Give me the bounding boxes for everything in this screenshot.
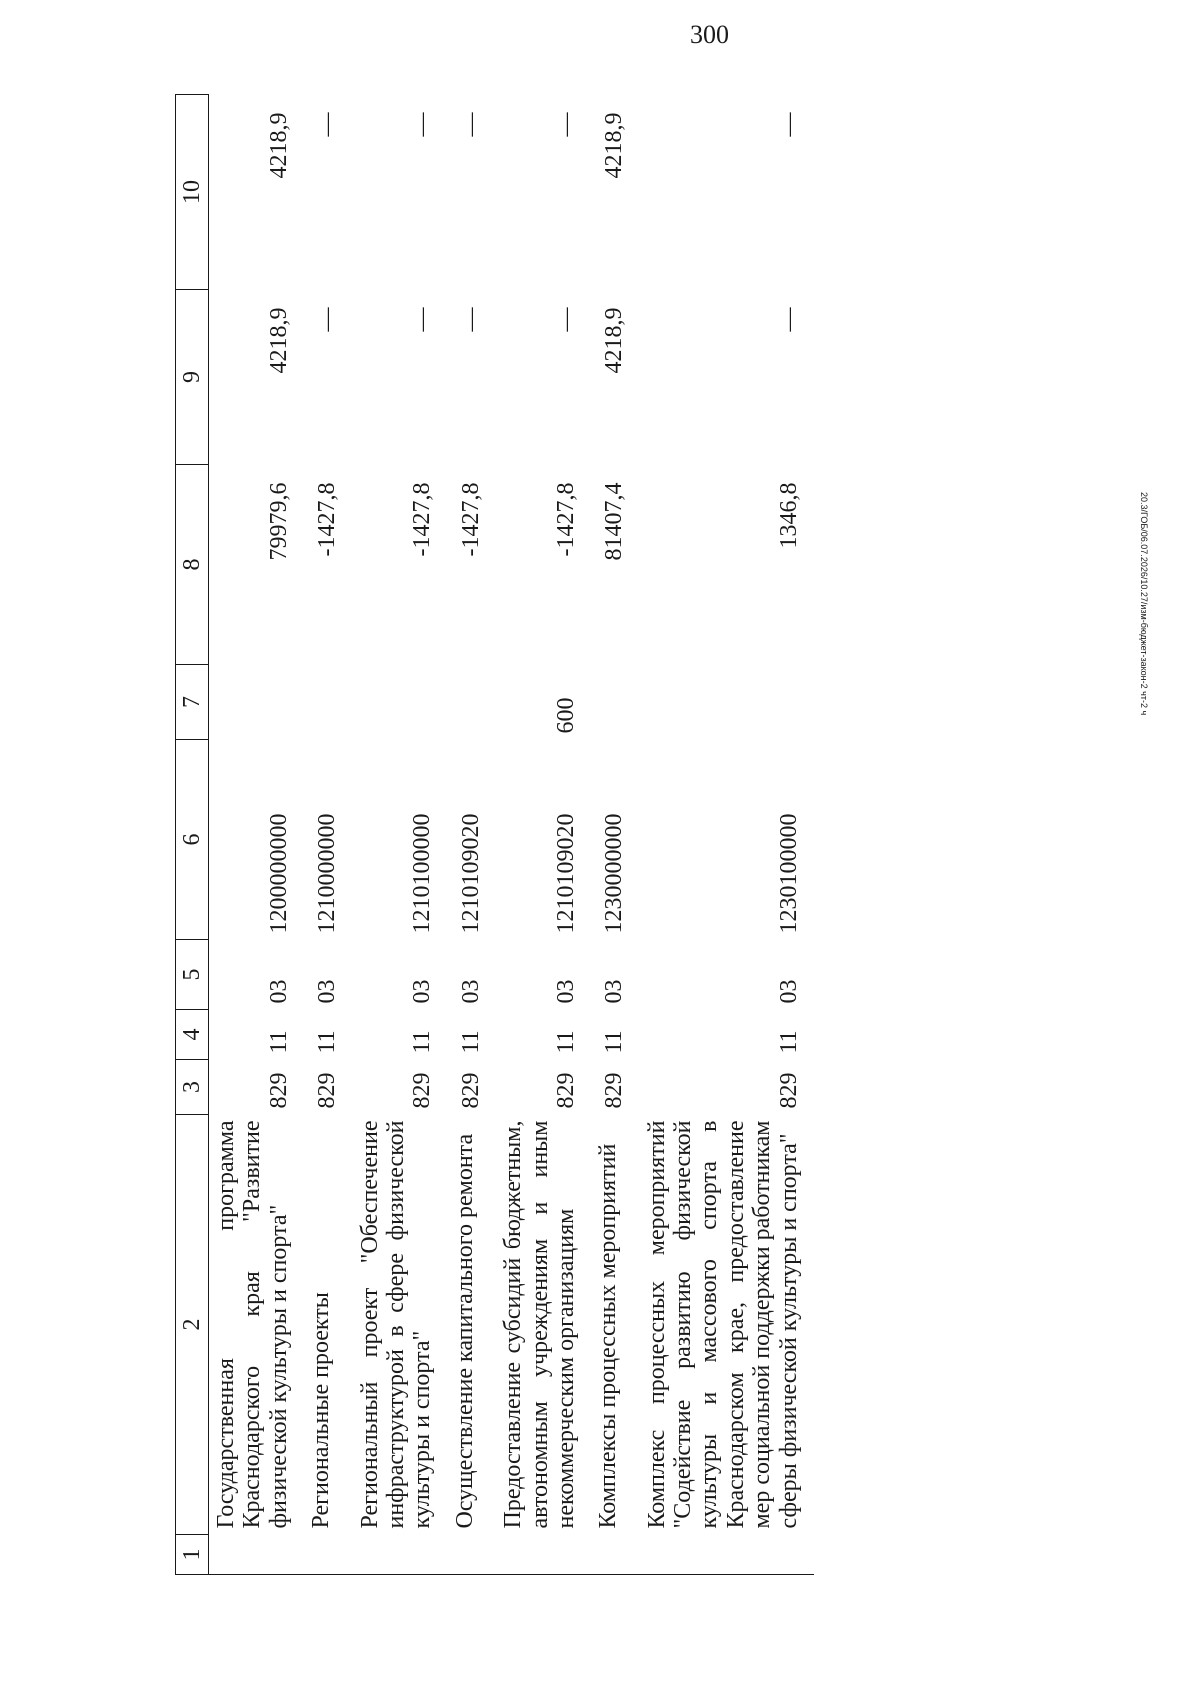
table-row <box>353 95 448 1575</box>
row-section: 11 <box>457 1030 484 1054</box>
row-amount-year1: 79979,6 <box>265 482 292 561</box>
row-name: Комплексы процессных мероприятий <box>595 1143 622 1529</box>
row-amount-year2: 4218,9 <box>265 307 292 374</box>
budget-table <box>175 94 814 1575</box>
row-ministry-code: 829 <box>314 1072 341 1109</box>
document-code: 20.3/ГОБ/06.07.2026/10.27/изм-бюджет-закон-2 чт-2 ч <box>1139 491 1149 715</box>
row-target-article: 1200000000 <box>265 813 292 934</box>
row-ministry-code: 829 <box>409 1072 436 1109</box>
budget-table-rotated <box>175 95 895 1575</box>
row-number <box>496 1535 591 1575</box>
header-cell: 6 <box>176 740 209 940</box>
table-row <box>640 95 814 1575</box>
row-name: Комплекс процессных мероприятий "Содействие развитию физической культуры и массового спорта в Краснодарском крае, предоставление мер социальной поддержки работникам сферы физической культуры и спорта" <box>643 1120 802 1529</box>
row-name: Предоставление субсидий бюджетным, автономным учреждениям и иным некоммерческим организациям <box>500 1120 579 1529</box>
header-row <box>176 95 209 1575</box>
row-amount-year2: — <box>552 307 579 332</box>
row-amount-year1: -1427,8 <box>552 482 579 557</box>
row-amount-year3: — <box>409 112 436 137</box>
row-number <box>209 1535 305 1575</box>
header-cell: 4 <box>176 1010 209 1060</box>
row-name: Государственная программа Краснодарского края "Развитие физической культуры и спорта" <box>213 1120 292 1529</box>
row-amount-year3: 4218,9 <box>265 112 292 179</box>
row-amount-year1: -1427,8 <box>409 482 436 557</box>
row-amount-year2: — <box>775 307 802 332</box>
header-cell: 1 <box>176 1535 209 1575</box>
row-subsection: 03 <box>409 979 436 1004</box>
header-cell: 3 <box>176 1060 209 1115</box>
row-expense-type <box>448 665 496 740</box>
row-target-article: 1210109020 <box>457 813 484 934</box>
row-number <box>448 1535 496 1575</box>
header-cell: 7 <box>176 665 209 740</box>
table-row <box>496 95 591 1575</box>
row-ministry-code: 829 <box>265 1072 292 1109</box>
row-target-article: 1230000000 <box>601 813 628 934</box>
row-name: Осуществление капитального ремонта <box>451 1133 478 1529</box>
row-name: Региональные проекты <box>308 1292 335 1529</box>
row-section: 11 <box>265 1030 292 1054</box>
header-cell: 5 <box>176 940 209 1010</box>
table-row <box>209 95 305 1575</box>
row-amount-year1: 1346,8 <box>775 482 802 549</box>
row-subsection: 03 <box>601 979 628 1004</box>
row-subsection: 03 <box>265 979 292 1004</box>
row-subsection: 03 <box>775 979 802 1004</box>
header-cell: 2 <box>176 1115 209 1535</box>
row-expense-type <box>209 665 305 740</box>
row-target-article: 1210100000 <box>409 813 436 934</box>
row-number <box>304 1535 352 1575</box>
row-amount-year2: 4218,9 <box>601 307 628 374</box>
row-expense-type <box>640 665 814 740</box>
header-cell: 9 <box>176 290 209 465</box>
table-row <box>304 95 352 1575</box>
row-expense-type <box>591 665 639 740</box>
header-cell: 10 <box>176 95 209 290</box>
row-ministry-code: 829 <box>601 1072 628 1109</box>
row-amount-year1: -1427,8 <box>457 482 484 557</box>
row-ministry-code: 829 <box>552 1072 579 1109</box>
page-number: 300 <box>690 20 729 49</box>
row-number <box>640 1535 814 1575</box>
header-cell: 8 <box>176 465 209 665</box>
row-section: 11 <box>601 1030 628 1054</box>
row-section: 11 <box>552 1030 579 1054</box>
row-amount-year2: — <box>314 307 341 332</box>
row-amount-year3: — <box>552 112 579 137</box>
row-name: Региональный проект "Обеспечение инфраструктурой в сфере физической культуры и спорта" <box>356 1120 436 1529</box>
row-amount-year3: — <box>314 112 341 137</box>
row-amount-year2: — <box>409 307 436 332</box>
row-target-article: 1210109020 <box>552 813 579 934</box>
row-section: 11 <box>775 1030 802 1054</box>
row-number <box>591 1535 639 1575</box>
row-subsection: 03 <box>314 979 341 1004</box>
row-target-article: 1210000000 <box>314 813 341 934</box>
row-section: 11 <box>314 1030 341 1054</box>
row-ministry-code: 829 <box>457 1072 484 1109</box>
row-expense-type <box>304 665 352 740</box>
row-amount-year3: — <box>457 112 484 137</box>
row-amount-year1: -1427,8 <box>314 482 341 557</box>
row-amount-year3: 4218,9 <box>601 112 628 179</box>
row-amount-year1: 81407,4 <box>601 482 628 561</box>
row-number <box>353 1535 448 1575</box>
table-row <box>448 95 496 1575</box>
row-amount-year2: — <box>457 307 484 332</box>
row-expense-type <box>353 665 448 740</box>
table-row <box>591 95 639 1575</box>
row-target-article: 1230100000 <box>775 813 802 934</box>
row-amount-year3: — <box>775 112 802 137</box>
row-section: 11 <box>409 1030 436 1054</box>
row-subsection: 03 <box>457 979 484 1004</box>
row-subsection: 03 <box>552 979 579 1004</box>
row-ministry-code: 829 <box>775 1072 802 1109</box>
row-expense-type: 600 <box>552 697 579 734</box>
